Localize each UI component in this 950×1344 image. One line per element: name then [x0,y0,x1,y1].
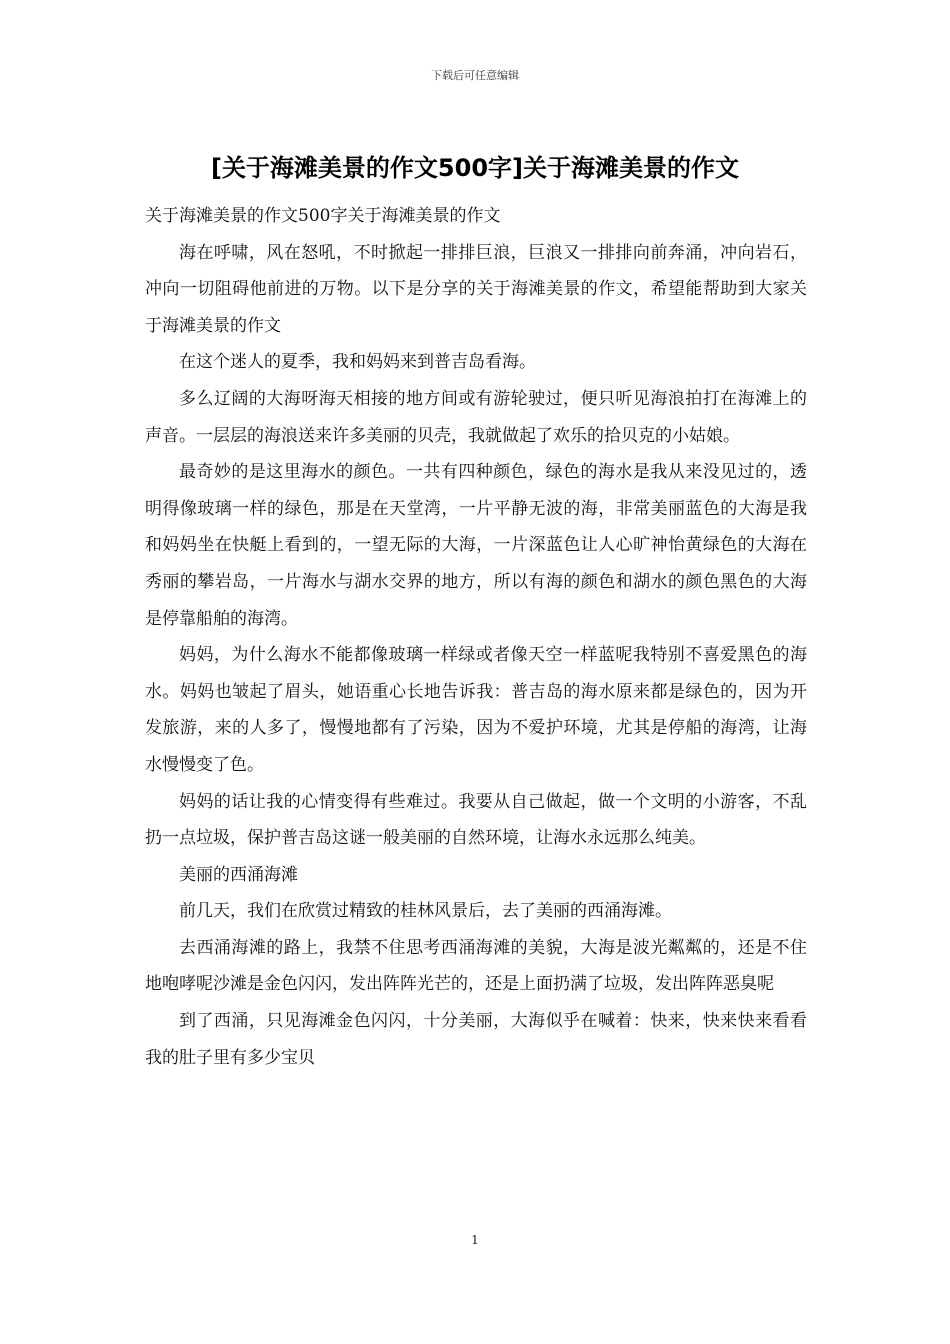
subtitle-paragraph: 关于海滩美景的作文500字关于海滩美景的作文 [145,206,501,226]
document-title: [关于海滩美景的作文500字]关于海滩美景的作文 [210,154,740,182]
body-paragraph: 海在呼啸，风在怒吼，不时掀起一排排巨浪，巨浪又一排排向前奔涌，冲向岩石，冲向一切阻碍他前进的万物。以下是分享的关于海滩美景的作文，希望能帮助到大家关于海滩美景的作文 [145,242,807,336]
body-paragraph: 去西涌海滩的路上，我禁不住思考西涌海滩的美貌，大海是波光粼粼的，还是不住地咆哮呢沙滩是金色闪闪，发出阵阵光芒的，还是上面扔满了垃圾，发出阵阵恶臭呢 [145,937,807,995]
body-paragraph: 多么辽阔的大海呀海天相接的地方间或有游轮驶过，便只听见海浪拍打在海滩上的声音。一层层的海浪送来许多美丽的贝壳，我就做起了欢乐的拾贝克的小姑娘。 [145,388,807,446]
document-body [145,198,807,1076]
body-paragraph: 在这个迷人的夏季，我和妈妈来到普吉岛看海。 [179,352,536,373]
body-paragraph: 妈妈的话让我的心情变得有些难过。我要从自己做起，做一个文明的小游客，不乱扔一点垃圾，保护普吉岛这谜一般美丽的自然环境，让海水永远那么纯美。 [145,791,807,849]
body-paragraph: 到了西涌，只见海滩金色闪闪，十分美丽，大海似乎在喊着：快来，快来快来看看我的肚子里有多少宝贝 [145,1011,807,1068]
section-heading: 美丽的西涌海滩 [179,864,298,885]
page-number: 1 [471,1233,479,1247]
body-paragraph: 最奇妙的是这里海水的颜色。一共有四种颜色，绿色的海水是我从来没见过的，透明得像玻璃一样的绿色，那是在天堂湾，一片平静无波的海，非常美丽蓝色的大海是我和妈妈坐在快艇上看到的，一望无际的大海，一片深蓝色让人心旷神怡黄绿色的大海在秀丽的攀岩岛，一片海水与湖水交界的地方，所以有海的颜色和湖水的颜色黑色的大海是停靠船舶的海湾。 [145,462,807,629]
body-paragraph: 前几天，我们在欣赏过精致的桂林风景后，去了美丽的西涌海滩。 [179,901,672,922]
body-paragraph: 妈妈，为什么海水不能都像玻璃一样绿或者像天空一样蓝呢我特别不喜爱黑色的海水。妈妈也皱起了眉头，她语重心长地告诉我：普吉岛的海水原来都是绿色的，因为开发旅游，来的人多了，慢慢地都有了污染，因为不爱护环境，尤其是停船的海湾，让海水慢慢变了色。 [145,645,807,775]
page-header: 下载后可任意编辑 [431,69,519,82]
